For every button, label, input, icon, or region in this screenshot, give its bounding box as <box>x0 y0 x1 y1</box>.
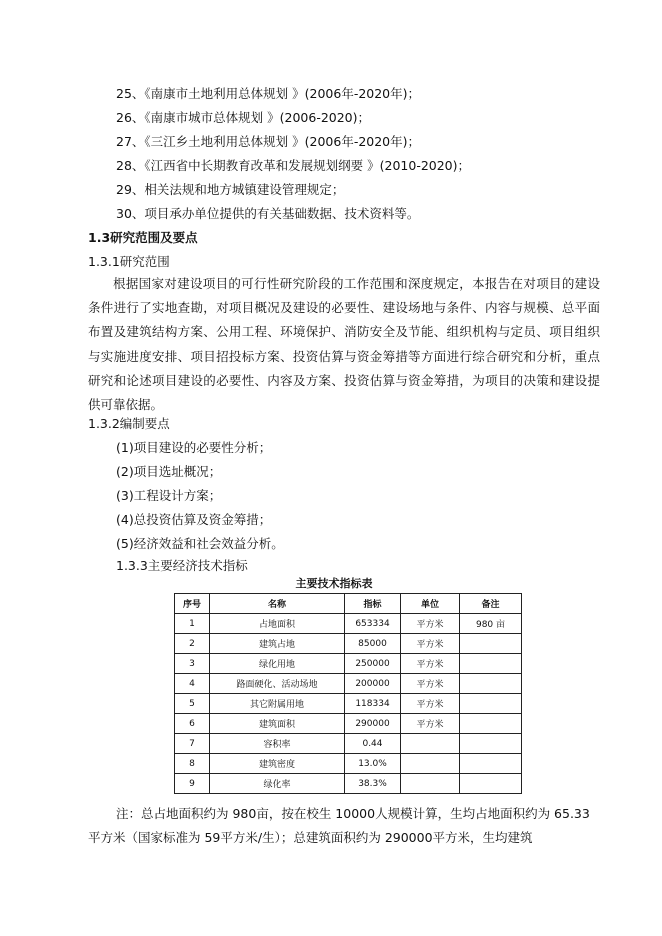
subsection-heading: 1.3.1研究范围 <box>88 254 170 269</box>
table-row <box>175 734 522 754</box>
list-item: (1)项目建设的必要性分析； <box>116 440 272 455</box>
table-cell: 8 <box>175 754 210 774</box>
table-cell: 653334 <box>345 614 401 634</box>
table-row <box>175 714 522 734</box>
scope-paragraph: 根据国家对建设项目的可行性研究阶段的工作范围和深度规定，本报告在对项目的建设条件进行了实地查勘，对项目概况及建设的必要性、建设场地与条件、内容与规模、总平面布置及建筑结构方案、公用工程、环境保护、消防安全及节能、组织机构与定员、项目组织与实施进度安排、项目招投标方案、投资估算与资金筹措等方面进行综合研究和分析，重点研究和论述项目建设的必要性、内容及方案、投资估算与资金筹措，为项目的决策和建设提供可靠依据。 <box>88 276 600 413</box>
table-cell <box>401 734 460 754</box>
table-cell <box>460 774 522 794</box>
reference-item: 28、《江西省中长期教育改革和发展规划纲要 》(2010-2020)； <box>116 158 471 173</box>
table-cell <box>460 674 522 694</box>
table-cell: 9 <box>175 774 210 794</box>
table-cell: 290000 <box>345 714 401 734</box>
table-cell: 85000 <box>345 634 401 654</box>
reference-item: 26、《南康市城市总体规划 》(2006-2020)； <box>116 110 371 125</box>
note-paragraph: 注：总占地面积约为 980亩，按在校生 10000人规模计算，生均占地面积约为 65.33平方米（国家标准为 59平方米/生）；总建筑面积约为 290000平方米，生均建筑 <box>88 806 590 845</box>
table-cell: 平方米 <box>401 694 460 714</box>
table-cell: 200000 <box>345 674 401 694</box>
table-cell: 平方米 <box>401 714 460 734</box>
table-row <box>175 654 522 674</box>
table-header-row <box>175 594 522 614</box>
table-cell: 2 <box>175 634 210 654</box>
table-cell: 3 <box>175 654 210 674</box>
table-cell: 建筑面积 <box>210 714 345 734</box>
table-cell: 绿化率 <box>210 774 345 794</box>
table-cell: 38.3% <box>345 774 401 794</box>
table-cell: 980 亩 <box>460 614 522 634</box>
table-cell: 占地面积 <box>210 614 345 634</box>
reference-item: 27、《三江乡土地利用总体规划 》(2006年-2020年)； <box>116 134 421 149</box>
table-row <box>175 674 522 694</box>
table-cell: 13.0% <box>345 754 401 774</box>
table-row <box>175 754 522 774</box>
table-cell: 路面硬化、活动场地 <box>210 674 345 694</box>
column-header: 指标 <box>345 594 401 614</box>
table-cell: 建筑占地 <box>210 634 345 654</box>
table-cell: 1 <box>175 614 210 634</box>
table-cell <box>460 734 522 754</box>
table-cell: 平方米 <box>401 614 460 634</box>
section-heading: 1.3研究范围及要点 <box>88 230 198 245</box>
subsection-heading: 1.3.3主要经济技术指标 <box>116 558 248 573</box>
table-cell: 5 <box>175 694 210 714</box>
table-cell: 6 <box>175 714 210 734</box>
reference-item: 30、项目承办单位提供的有关基础数据、技术资料等。 <box>116 206 420 221</box>
table-cell: 4 <box>175 674 210 694</box>
table-cell: 0.44 <box>345 734 401 754</box>
table-row <box>175 614 522 634</box>
table-cell: 7 <box>175 734 210 754</box>
table-row <box>175 694 522 714</box>
subsection-heading: 1.3.2编制要点 <box>88 416 170 431</box>
table-cell: 其它附属用地 <box>210 694 345 714</box>
table-cell <box>401 774 460 794</box>
column-header: 名称 <box>210 594 345 614</box>
table-cell <box>460 654 522 674</box>
table-cell <box>460 694 522 714</box>
table-cell <box>460 634 522 654</box>
table-cell <box>401 754 460 774</box>
list-item: (3)工程设计方案； <box>116 488 222 503</box>
table-cell: 250000 <box>345 654 401 674</box>
reference-item: 29、相关法规和地方城镇建设管理规定； <box>116 182 345 197</box>
table-cell: 平方米 <box>401 674 460 694</box>
table-cell: 容积率 <box>210 734 345 754</box>
table-cell: 平方米 <box>401 634 460 654</box>
table-cell: 118334 <box>345 694 401 714</box>
table-title: 主要技术指标表 <box>295 577 373 590</box>
column-header: 单位 <box>401 594 460 614</box>
column-header: 序号 <box>175 594 210 614</box>
table-cell: 建筑密度 <box>210 754 345 774</box>
reference-item: 25、《南康市土地利用总体规划 》(2006年-2020年)； <box>116 86 421 101</box>
table-cell: 绿化用地 <box>210 654 345 674</box>
table-row <box>175 774 522 794</box>
table-cell: 平方米 <box>401 654 460 674</box>
technical-indicators-table <box>174 593 522 794</box>
list-item: (2)项目选址概况； <box>116 464 222 479</box>
table-row <box>175 634 522 654</box>
table-cell <box>460 754 522 774</box>
table-cell <box>460 714 522 734</box>
list-item: (4)总投资估算及资金筹措； <box>116 512 272 527</box>
list-item: (5)经济效益和社会效益分析。 <box>116 536 284 551</box>
column-header: 备注 <box>460 594 522 614</box>
